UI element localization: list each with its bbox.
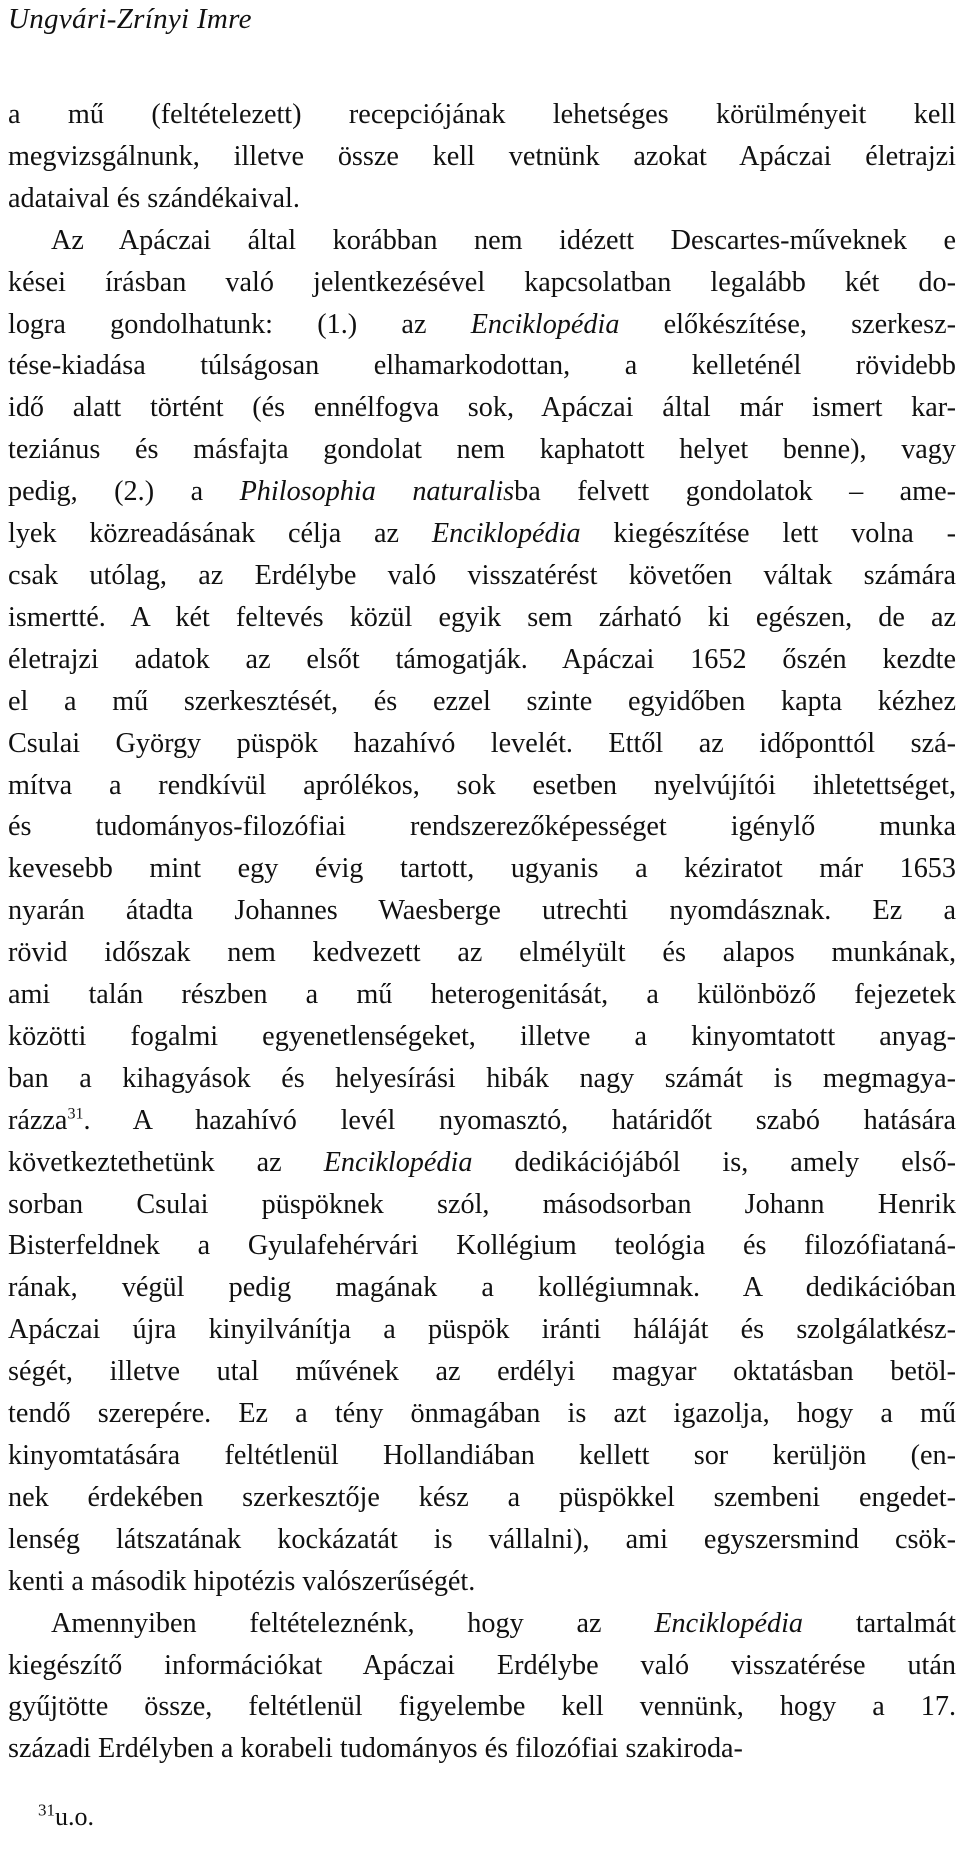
text-line: kinyomtatására feltétlenül Hollandiában kellett sor kerüljön (en- [8, 1440, 956, 1471]
text-line: következtethetünk az Enciklopédia dedikációjából is, amely első- [8, 1146, 956, 1178]
text-line: Az Apáczai által korábban nem idézett Descartes-műveknek e [51, 224, 956, 256]
text-line: rázza$^{31}$. A hazahívó levél nyomasztó, határidőt szabó hatására [8, 1104, 956, 1136]
text-line: és tudományos-filozófiai rendszerezőképességet igénylő munka [8, 811, 956, 843]
text-line: rának, végül pedig magának a kollégiumnak. A dedikációban [8, 1272, 956, 1304]
text-line: rövid időszak nem kedvezett az elmélyült és alapos munkának, [8, 937, 956, 969]
footnote-marker[interactable]: 31 [67, 1105, 84, 1123]
text-line: nyarán átadta Johannes Waesberge utrechti nyomdásznak. Ez a [8, 895, 956, 927]
text-line: közötti fogalmi egyenetlenségeket, illetve a kinyomtatott anyag- [8, 1020, 956, 1052]
running-header: Ungvári-Zrínyi Imre [8, 3, 252, 35]
paragraph-3 [8, 1603, 956, 1771]
text-line: Csulai György püspök hazahívó levelét. Ettől az időponttól szá- [8, 727, 956, 759]
footnote-number: 31 [38, 1800, 55, 1820]
text-line: megvizsgálnunk, illetve össze kell vetnünk azokat Apáczai életrajzi [8, 140, 956, 172]
text-line: ami talán részben a mű heterogenitását, a különböző fejezetek [8, 979, 956, 1011]
title-enciklopedia: Enciklopédia [470, 308, 620, 340]
text-line: pedig, (2.) a Philosophia naturalisba felvett gondolatok – ame- [8, 476, 956, 508]
title-enciklopedia: Enciklopédia [323, 1146, 473, 1178]
text-line: nek érdekében szerkesztője kész a püspökkel szembeni engedet- [8, 1481, 956, 1513]
text-line: kései írásban való jelentkezésével kapcsolatban legalább két do- [8, 266, 956, 298]
text-line: a mű (feltételezett) recepciójának lehetséges körülményeit kell [8, 99, 956, 130]
title-philosophia-naturalis: Philosophia naturalis [239, 476, 515, 508]
paragraph-1 [8, 94, 956, 220]
text-line: tése-kiadása túlságosan elhamarkodottan, a kelleténél rövidebb [8, 350, 956, 382]
title-enciklopedia: Enciklopédia [431, 518, 581, 550]
text-line: Apáczai újra kinyilvánítja a püspök iránti háláját és szolgálatkész- [8, 1314, 956, 1346]
text-line: el a mű szerkesztését, és ezzel szinte egyidőben kapta kézhez [8, 685, 956, 717]
paragraph-2 [8, 220, 956, 1603]
footnote [38, 1800, 94, 1834]
text-line: életrajzi adatok az elsőt támogatják. Apáczai 1652 őszén kezdte [8, 643, 956, 675]
text-line: mítva a rendkívül aprólékos, sok esetben nyelvújítói ihletettséget, [8, 769, 956, 801]
text-line: ban a kihagyások és helyesírási hibák nagy számát is megmagya- [8, 1062, 956, 1094]
text-line: lenség látszatának kockázatát is vállalni), ami egyszersmind csök- [8, 1523, 956, 1555]
text-line: gyűjtötte össze, feltétlenül figyelembe kell vennünk, hogy a 17. [8, 1691, 956, 1723]
text-line: adataival és szándékaival. [8, 182, 300, 214]
text-line: csak utólag, az Erdélybe való visszatérést követően váltak számára [8, 559, 956, 591]
body-text [8, 94, 956, 1770]
title-enciklopedia: Enciklopédia [654, 1607, 804, 1639]
text-line: sorban Csulai püspöknek szól, másodsorban Johann Henrik [8, 1188, 956, 1220]
text-line: századi Erdélyben a korabeli tudományos és filozófiai szakiroda- [8, 1733, 743, 1765]
text-line: Bisterfeldnek a Gyulafehérvári Kollégium teológia és filozófiataná- [8, 1230, 956, 1262]
text-line: lyek közreadásának célja az Enciklopédia kiegészítése lett volna - [8, 518, 956, 550]
text-line: Amennyiben feltételeznénk, hogy az Enciklopédia tartalmát [51, 1607, 957, 1639]
text-line: tendő szerepére. Ez a tény önmagában is azt igazolja, hogy a mű [8, 1398, 956, 1430]
text-line: kiegészítő információkat Apáczai Erdélybe való visszatérése után [8, 1649, 956, 1681]
footnote-text: u.o. [55, 1802, 94, 1831]
text-line: idő alatt történt (és ennélfogva sok, Apáczai által már ismert kar- [8, 392, 956, 424]
text-line: kenti a második hipotézis valószerűségét. [8, 1565, 476, 1597]
text-line: kevesebb mint egy évig tartott, ugyanis a kéziratot már 1653 [8, 853, 956, 885]
text-line: ismertté. A két feltevés közül egyik sem zárható ki egészen, de az [8, 601, 956, 633]
text-line: teziánus és másfajta gondolat nem kaphatott helyet benne), vagy [8, 434, 956, 466]
text-line: ségét, illetve utal művének az erdélyi magyar oktatásban betöl- [8, 1356, 956, 1388]
text-line: logra gondolhatunk: (1.) az Enciklopédia előkészítése, szerkesz- [8, 308, 956, 340]
